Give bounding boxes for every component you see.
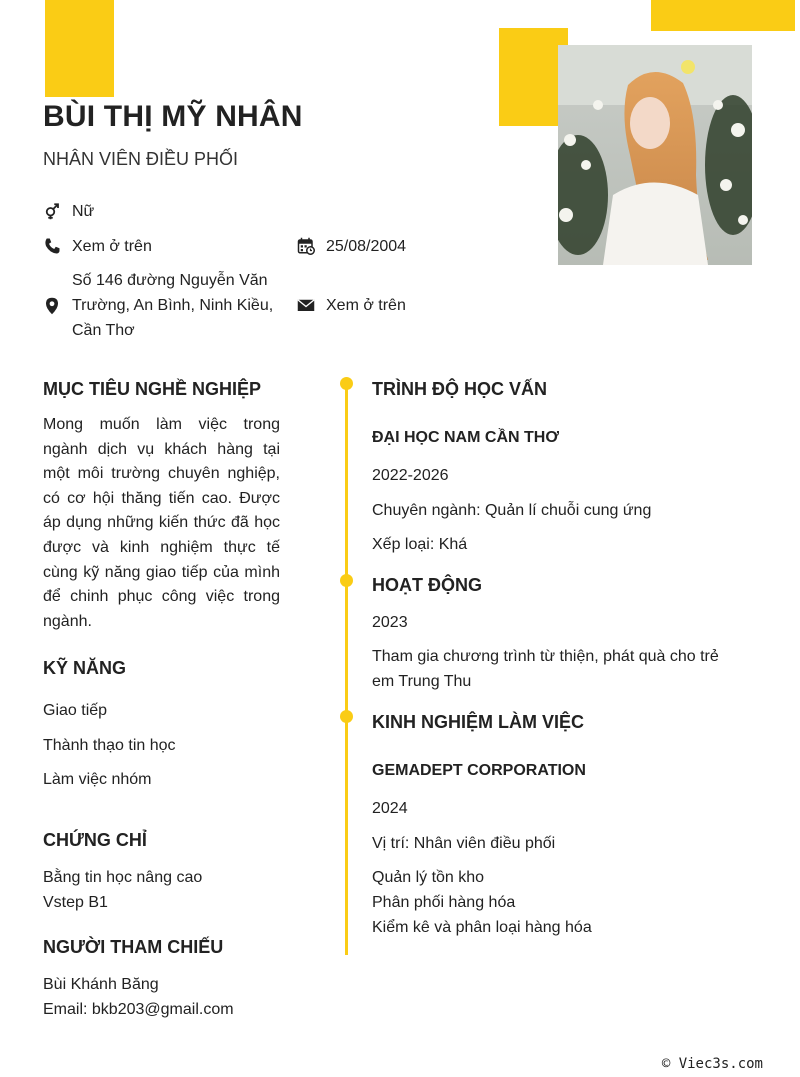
decor-block-left [45, 0, 114, 97]
birthday-row [297, 234, 406, 259]
gender-icon [43, 202, 61, 220]
footer-watermark: © Viec3s.com [661, 1056, 763, 1072]
activity-description: Tham gia chương trình từ thiện, phát quà cho trẻ em Trung Thu [372, 648, 719, 690]
references-heading: NGƯỜI THAM CHIẾU [43, 937, 224, 957]
reference-email: Email: bkb203@gmail.com [43, 1001, 234, 1018]
email-value: Xem ở trên [326, 297, 406, 314]
birthday-value: 25/08/2004 [326, 238, 407, 255]
education-major: Chuyên ngành: Quản lí chuỗi cung ứng [372, 502, 652, 519]
calendar-icon [297, 237, 315, 255]
education-grade: Xếp loại: Khá [372, 536, 468, 553]
objective-heading: MỤC TIÊU NGHỀ NGHIỆP [43, 379, 262, 399]
company-name: GEMADEPT CORPORATION [372, 762, 586, 779]
candidate-name: BÙI THỊ MỸ NHÂN [43, 100, 303, 133]
profile-photo [558, 45, 752, 265]
duty-item: Kiểm kê và phân loại hàng hóa [372, 919, 592, 936]
experience-position: Vị trí: Nhân viên điều phối [372, 835, 556, 852]
certificate-item: Bằng tin học nâng cao [43, 869, 203, 886]
reference-name: Bùi Khánh Băng [43, 976, 159, 993]
experience-year: 2024 [372, 800, 408, 817]
address-row [43, 268, 288, 343]
job-title: NHÂN VIÊN ĐIỀU PHỐI [43, 149, 239, 169]
email-row [297, 293, 406, 318]
phone-icon [43, 237, 61, 255]
phone-value: Xem ở trên [72, 238, 152, 255]
timeline-line [345, 383, 348, 955]
duty-item: Phân phối hàng hóa [372, 894, 516, 911]
education-period: 2022-2026 [372, 467, 449, 484]
objective-text: Mong muốn làm việc trong ngành dịch vụ khách hàng tại một môi trường chuyên nghiệp, có cơ hội thăng tiến cao. Được áp dụng những kiến thức đã học được và kinh nghiệm thực tế cùng kỹ năng giao tiếp của mình để chinh phục công việc trong ngành. [43, 416, 280, 630]
skill-item: Làm việc nhóm [43, 771, 152, 788]
timeline-dot [340, 710, 353, 723]
school-name: ĐẠI HỌC NAM CẦN THƠ [372, 429, 559, 446]
mail-icon [297, 296, 315, 314]
experience-heading: KINH NGHIỆM LÀM VIỆC [372, 712, 585, 732]
timeline-dot [340, 574, 353, 587]
certificates-heading: CHỨNG CHỈ [43, 830, 147, 850]
certificate-item: Vstep B1 [43, 894, 108, 911]
skill-item: Thành thạo tin học [43, 737, 176, 754]
phone-row [43, 234, 152, 259]
education-heading: TRÌNH ĐỘ HỌC VẤN [372, 379, 547, 399]
decor-block-top-right [651, 0, 795, 31]
location-pin-icon [43, 297, 61, 315]
timeline-dot [340, 377, 353, 390]
activities-heading: HOẠT ĐỘNG [372, 575, 482, 595]
activity-year: 2023 [372, 614, 408, 631]
skill-item: Giao tiếp [43, 702, 108, 719]
duty-item: Quản lý tồn kho [372, 869, 485, 886]
address-value: Số 146 đường Nguyễn Văn Trường, An Bình, Ninh Kiều, Cần Thơ [72, 272, 274, 339]
skills-heading: KỸ NĂNG [43, 658, 127, 678]
gender-value: Nữ [72, 203, 95, 220]
gender-row [43, 199, 94, 224]
